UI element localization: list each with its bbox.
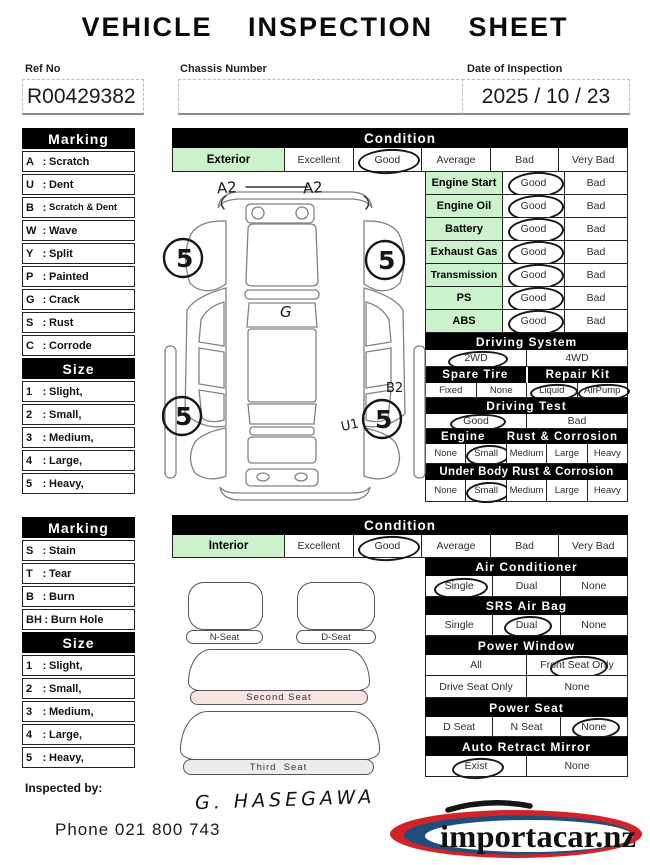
marking-row: Y : Split (22, 243, 135, 264)
option-single[interactable]: Single (425, 615, 493, 636)
air-conditioner-row (425, 576, 628, 597)
option-good[interactable]: Good (503, 264, 565, 287)
check-label: Engine Oil (425, 195, 503, 218)
srs-air-bag-header: SRS Air Bag (425, 597, 628, 615)
marking-row: A : Scratch (22, 151, 135, 172)
check-label: PS (425, 287, 503, 310)
auto-retract-mirror-header: Auto Retract Mirror (425, 737, 628, 756)
option-good[interactable]: Good (503, 241, 565, 264)
option-heavy[interactable]: Heavy (588, 444, 628, 464)
logo-text: importacar.nz (440, 818, 636, 854)
annotation-5: 5 (176, 244, 194, 273)
option-good[interactable]: Good (503, 287, 565, 310)
option-good[interactable]: Good (354, 535, 423, 558)
option-bad[interactable]: Bad (565, 310, 628, 333)
ref-no-label: Ref No (25, 63, 61, 75)
option-4wd[interactable]: 4WD (527, 350, 628, 367)
car-damage-diagram (162, 176, 428, 510)
size-row: 1 : Slight, (22, 655, 135, 676)
power-seat-row (425, 717, 628, 737)
annotation-g: G (280, 303, 292, 321)
option-large[interactable]: Large (547, 444, 587, 464)
power-window-header: Power Window (425, 636, 628, 655)
option-bad[interactable]: Bad (565, 195, 628, 218)
d-seat-label: D-Seat (296, 630, 376, 644)
option-excellent[interactable]: Excellent (285, 148, 354, 172)
option-heavy[interactable]: Heavy (588, 480, 628, 502)
option-good[interactable]: Good (503, 195, 565, 218)
spare-tire-header: Spare Tire (442, 369, 509, 381)
size-row: 3 : Medium, (22, 701, 135, 722)
marking-row: B : Scratch & Dent (22, 197, 135, 218)
engine-rust-header: Engine Rust & Corrosion (425, 429, 628, 444)
air-conditioner-header: Air Conditioner (425, 558, 628, 576)
check-row (425, 287, 628, 310)
option-none[interactable]: None (425, 444, 466, 464)
option-bad[interactable]: Bad (565, 241, 628, 264)
check-label: ABS (425, 310, 503, 333)
inspected-by-label: Inspected by: (25, 781, 103, 795)
n-seat-label: N-Seat (186, 630, 263, 644)
exterior-marking-table (22, 128, 135, 356)
option-good[interactable]: Good (503, 218, 565, 241)
option-bad[interactable]: Bad (565, 172, 628, 195)
check-label: Battery (425, 218, 503, 241)
inspection-date-field[interactable]: 2025 / 10 / 23 (462, 79, 630, 115)
annotation-u1: U1 (339, 416, 361, 435)
check-label: Engine Start (425, 172, 503, 195)
under-body-rust-header: Under Body Rust & Corrosion (425, 464, 628, 480)
driving-test-header: Driving Test (425, 398, 628, 414)
option-single[interactable]: Single (425, 576, 493, 597)
option-average[interactable]: Average (422, 148, 491, 172)
option-none[interactable]: None (477, 383, 528, 398)
annotation-5: 5 (378, 246, 396, 275)
chassis-number-field[interactable] (178, 79, 464, 115)
option-very-bad[interactable]: Very Bad (559, 148, 628, 172)
option-average[interactable]: Average (422, 535, 491, 558)
option-small[interactable]: Small (466, 480, 506, 502)
interior-marking-title: Marking (22, 517, 135, 538)
option-excellent[interactable]: Excellent (285, 535, 354, 558)
page-title: VEHICLE INSPECTION SHEET (81, 12, 569, 42)
option-none[interactable]: None (527, 676, 628, 698)
size-row: 2 : Small, (22, 404, 135, 425)
auto-retract-mirror-row (425, 756, 628, 777)
option-all[interactable]: All (425, 655, 527, 676)
exterior-condition-table (172, 128, 628, 172)
option-medium[interactable]: Medium (507, 480, 547, 502)
inspection-date-label: Date of Inspection (467, 63, 563, 75)
annotation-a2-right: A2 (302, 178, 324, 198)
option-dual[interactable]: Dual (493, 615, 560, 636)
annotation-b2: B2 (386, 381, 404, 396)
power-window-row-2 (425, 676, 628, 698)
option-good[interactable]: Good (503, 172, 565, 195)
check-row (425, 195, 628, 218)
interior-condition-table (172, 515, 628, 558)
option-good[interactable]: Good (354, 148, 423, 172)
option-none[interactable]: None (561, 615, 628, 636)
option-d-seat[interactable]: D Seat (425, 717, 493, 737)
size-row: 5 : Heavy, (22, 473, 135, 494)
srs-air-bag-row (425, 615, 628, 636)
d-seat-shape (297, 582, 375, 630)
check-row (425, 264, 628, 287)
spare-tire-repair-kit-header (425, 367, 628, 383)
option-2wd[interactable]: 2WD (425, 350, 527, 367)
third-seat-label: Third Seat (183, 759, 374, 775)
second-seat-label: Second Seat (190, 690, 368, 705)
marking-row: G : Crack (22, 289, 135, 310)
power-window-row-1 (425, 655, 628, 676)
option-airpump[interactable]: AirPump (578, 383, 629, 398)
option-front-seat-only[interactable]: Front Seat Only (527, 655, 628, 676)
option-n-seat[interactable]: N Seat (493, 717, 560, 737)
spare-tire-row (425, 383, 628, 398)
driving-test-row (425, 414, 628, 429)
importacar-logo (388, 797, 644, 861)
option-very-bad[interactable]: Very Bad (559, 535, 628, 558)
option-none[interactable]: None (527, 756, 628, 777)
condition-header: Condition (172, 128, 628, 148)
option-bad[interactable]: Bad (565, 287, 628, 310)
option-drive-seat-only[interactable]: Drive Seat Only (425, 676, 527, 698)
logo-car-roof-icon (448, 803, 530, 810)
option-none[interactable]: None (425, 480, 466, 502)
option-dual[interactable]: Dual (493, 576, 560, 597)
option-none[interactable]: None (561, 576, 628, 597)
size-row: 5 : Heavy, (22, 747, 135, 768)
marking-row: T : Tear (22, 563, 135, 584)
check-row (425, 310, 628, 333)
condition-header: Condition (172, 515, 628, 535)
check-label: Transmission (425, 264, 503, 287)
mechanical-checks (425, 172, 628, 333)
option-none[interactable]: None (561, 717, 628, 737)
annotation-5: 5 (175, 402, 193, 431)
option-medium[interactable]: Medium (507, 444, 547, 464)
under-body-rust-row (425, 480, 628, 502)
marking-row: W : Wave (22, 220, 135, 241)
annotation-a2-left: A2 (216, 178, 238, 198)
interior-row-label: Interior (172, 535, 285, 558)
option-fixed[interactable]: Fixed (425, 383, 477, 398)
option-bad[interactable]: Bad (565, 264, 628, 287)
option-bad[interactable]: Bad (491, 148, 560, 172)
chassis-number-label: Chassis Number (180, 63, 267, 75)
size-row: 4 : Large, (22, 450, 135, 471)
exterior-row-label: Exterior (172, 148, 285, 172)
option-bad[interactable]: Bad (491, 535, 560, 558)
size-row: 4 : Large, (22, 724, 135, 745)
exterior-size-title: Size (22, 358, 135, 379)
marking-row: BH : Burn Hole (22, 609, 135, 630)
marking-row: S : Stain (22, 540, 135, 561)
check-row (425, 218, 628, 241)
size-row: 3 : Medium, (22, 427, 135, 448)
option-large[interactable]: Large (547, 480, 587, 502)
repair-kit-header: Repair Kit (526, 367, 629, 383)
size-row: 2 : Small, (22, 678, 135, 699)
option-liquid[interactable]: Liquid (527, 383, 578, 398)
driving-system-header: Driving System (425, 333, 628, 350)
second-seat-shape (188, 649, 370, 691)
size-row: 1 : Slight, (22, 381, 135, 402)
ref-no-field[interactable]: R00429382 (22, 79, 144, 115)
marking-row: B : Burn (22, 586, 135, 607)
option-exist[interactable]: Exist (425, 756, 527, 777)
marking-row: C : Corrode (22, 335, 135, 356)
check-row (425, 172, 628, 195)
engine-rust-row (425, 444, 628, 464)
inspector-signature: G. HASEGAWA (194, 785, 376, 815)
option-small[interactable]: Small (466, 444, 506, 464)
check-label: Exhaust Gas (425, 241, 503, 264)
n-seat-shape (188, 582, 263, 630)
exterior-size-table (22, 358, 135, 494)
exterior-marking-title: Marking (22, 128, 135, 149)
interior-size-table (22, 632, 135, 768)
driving-system-row (425, 350, 628, 367)
annotation-5: 5 (375, 405, 393, 434)
marking-row: S : Rust (22, 312, 135, 333)
marking-row: U : Dent (22, 174, 135, 195)
option-bad[interactable]: Bad (527, 414, 628, 429)
interior-size-title: Size (22, 632, 135, 653)
option-good[interactable]: Good (425, 414, 527, 429)
phone-number: Phone 021 800 743 (55, 820, 221, 839)
check-row (425, 241, 628, 264)
marking-row: P : Painted (22, 266, 135, 287)
interior-marking-table (22, 517, 135, 630)
option-good[interactable]: Good (503, 310, 565, 333)
option-bad[interactable]: Bad (565, 218, 628, 241)
power-seat-header: Power Seat (425, 698, 628, 717)
third-seat-shape (180, 711, 380, 760)
